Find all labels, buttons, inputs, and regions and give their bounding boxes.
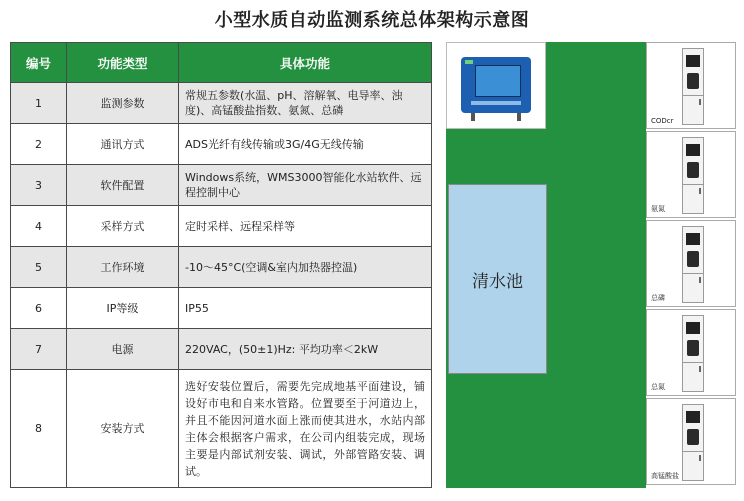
row-number: 2 bbox=[11, 124, 67, 165]
pool-label: 清水池 bbox=[472, 271, 523, 292]
row-number: 3 bbox=[11, 165, 67, 206]
row-desc: IP55 bbox=[179, 288, 432, 329]
analyzer-codcr bbox=[646, 42, 736, 129]
row-desc: -10～45°C(空调&室内加热器控温) bbox=[179, 247, 432, 288]
row-number: 6 bbox=[11, 288, 67, 329]
analyzer-cabinet-icon bbox=[682, 226, 704, 303]
row-type: 通讯方式 bbox=[67, 124, 179, 165]
controller-panel bbox=[446, 42, 546, 129]
analyzer-label: 氨氮 bbox=[651, 205, 665, 213]
analyzer-total-nitrogen bbox=[646, 309, 736, 396]
analyzer-label: 总磷 bbox=[651, 294, 665, 302]
analyzer-label: 总氮 bbox=[651, 383, 665, 391]
station-diagram bbox=[446, 42, 646, 488]
row-type: 软件配置 bbox=[67, 165, 179, 206]
row-type: 电源 bbox=[67, 329, 179, 370]
table-row bbox=[11, 165, 432, 206]
analyzer-label: 高锰酸盐 bbox=[651, 472, 679, 480]
table-row bbox=[11, 206, 432, 247]
table-row bbox=[11, 83, 432, 124]
analyzer-cabinet-icon bbox=[682, 404, 704, 481]
table-row bbox=[11, 288, 432, 329]
row-type: IP等级 bbox=[67, 288, 179, 329]
analyzer-permanganate bbox=[646, 398, 736, 485]
clear-water-pool bbox=[448, 184, 547, 374]
row-number: 4 bbox=[11, 206, 67, 247]
analyzer-cabinet-icon bbox=[682, 137, 704, 214]
table-header-row bbox=[11, 43, 432, 83]
row-desc: ADS光纤有线传输或3G/4G无线传输 bbox=[179, 124, 432, 165]
row-desc: 选好安装位置后，需要先完成地基平面建设，铺设好市电和自来水管路。位置要至于河道边上，并且不能因河道水面上涨而使其进水，水站内部主体会根据客户需求，在公司内组装完成，现场主要是内部试剂安装、调试，外部管路安装、调试。 bbox=[179, 370, 432, 488]
column-header-no: 编号 bbox=[11, 43, 67, 83]
table-row bbox=[11, 329, 432, 370]
analyzer-cabinet-icon bbox=[682, 315, 704, 392]
row-number: 8 bbox=[11, 370, 67, 488]
analyzer-cabinet-icon bbox=[682, 48, 704, 125]
analyzer-ammonia bbox=[646, 131, 736, 218]
row-type: 采样方式 bbox=[67, 206, 179, 247]
spec-table bbox=[10, 42, 432, 488]
row-desc: 常规五参数(水温、pH、溶解氧、电导率、浊度)、高锰酸盐指数、氨氮、总磷 bbox=[179, 83, 432, 124]
table-row bbox=[11, 247, 432, 288]
table-row bbox=[11, 124, 432, 165]
row-type: 工作环境 bbox=[67, 247, 179, 288]
analyzer-total-phosphorus bbox=[646, 220, 736, 307]
row-type: 安装方式 bbox=[67, 370, 179, 488]
page-title: 小型水质自动监测系统总体架构示意图 bbox=[214, 10, 530, 31]
table-row bbox=[11, 370, 432, 488]
row-desc: 220VAC，(50±1)Hz: 平均功率＜2kW bbox=[179, 329, 432, 370]
row-number: 1 bbox=[11, 83, 67, 124]
analyzer-label: CODcr bbox=[651, 117, 674, 125]
row-desc: 定时采样、远程采样等 bbox=[179, 206, 432, 247]
column-header-desc: 具体功能 bbox=[179, 43, 432, 83]
row-type: 监测参数 bbox=[67, 83, 179, 124]
row-number: 5 bbox=[11, 247, 67, 288]
controller-device-icon bbox=[461, 57, 531, 113]
row-desc: Windows系统，WMS3000智能化水站软件、远程控制中心 bbox=[179, 165, 432, 206]
row-number: 7 bbox=[11, 329, 67, 370]
column-header-type: 功能类型 bbox=[67, 43, 179, 83]
